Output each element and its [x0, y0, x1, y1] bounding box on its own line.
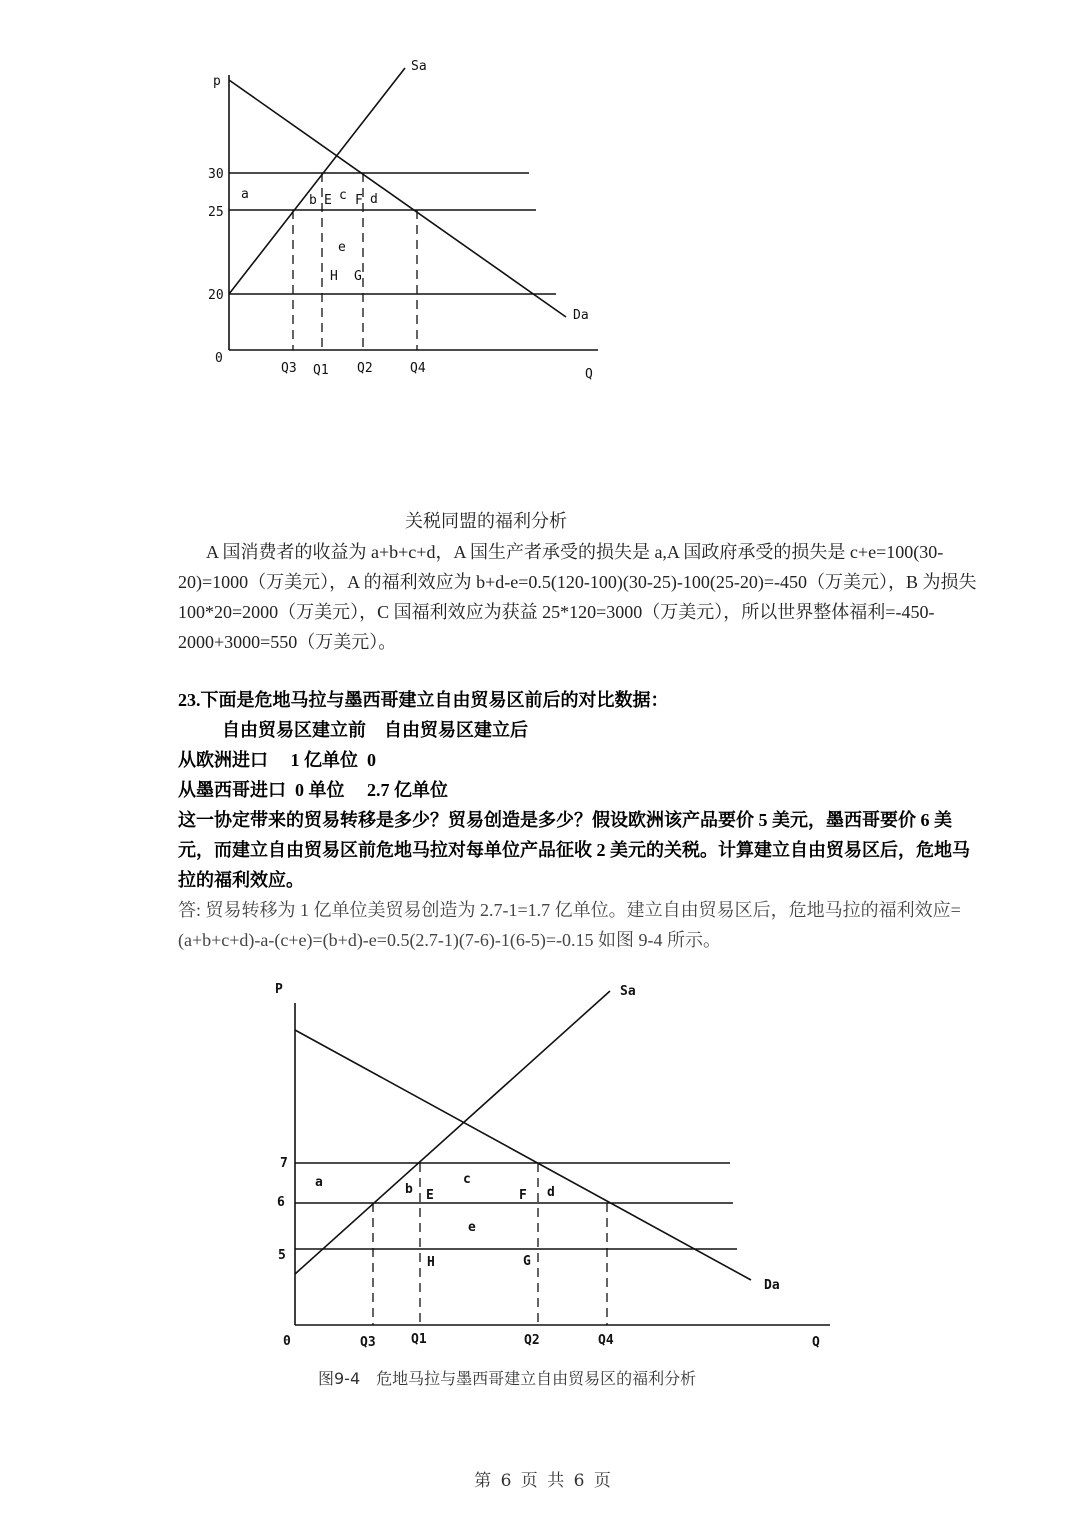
- tick-q2: Q2: [524, 1333, 540, 1348]
- tick-25: 25: [208, 205, 224, 220]
- tick-20: 20: [208, 288, 224, 303]
- paragraph-welfare: A 国消费者的收益为 a+b+c+d，A 国生产者承受的损失是 a,A 国政府承受的损失是 c+e=100(30-20)=1000（万美元），A 的福利效应为 b+d-e=0.5(120-100)(30-25)-100(25-20)=-450（万美元），B 为损失 100*20=2000（万美元），C 国福利效应为获益 25*120=3000（万美元），所以世界整体福利=-450-2000+3000=550（万美元）。: [178, 542, 977, 652]
- question23-answer: 答: 贸易转移为 1 亿单位美贸易创造为 2.7-1=1.7 亿单位。建立自由贸易区后，危地马拉的福利效应=(a+b+c+d)-a-(c+e)=(b+d)-e=0.5(2.7-1)(7-6)-1(6-5)=-0.15 如图 9-4 所示。: [178, 900, 961, 950]
- tick-q2: Q2: [357, 361, 373, 376]
- fta-welfare-diagram: [0, 970, 1087, 1370]
- demand-curve: [229, 80, 566, 317]
- supply-curve: [295, 991, 610, 1274]
- demand-label: Da: [764, 1278, 780, 1293]
- point-H: H: [330, 269, 338, 284]
- area-e: e: [338, 240, 346, 255]
- tick-q3: Q3: [360, 1335, 376, 1350]
- tariff-union-diagram: [0, 0, 1087, 400]
- question23-title: 23.下面是危地马拉与墨西哥建立自由贸易区前后的对比数据：: [178, 690, 669, 710]
- area-b: b: [309, 193, 317, 208]
- tick-q4: Q4: [598, 1333, 614, 1348]
- tick-7: 7: [280, 1156, 288, 1171]
- supply-curve: [229, 68, 405, 294]
- point-E: E: [324, 193, 332, 208]
- demand-curve: [295, 1030, 751, 1280]
- area-c: c: [463, 1172, 471, 1187]
- tick-q3: Q3: [281, 361, 297, 376]
- figure2-title: 图9-4 危地马拉与墨西哥建立自由贸易区的福利分析: [318, 1369, 697, 1388]
- tick-q4: Q4: [410, 361, 426, 376]
- supply-label: Sa: [620, 984, 636, 999]
- supply-label: Sa: [411, 59, 427, 74]
- page-footer: 第 6 页 共 6 页: [474, 1471, 613, 1491]
- area-c: c: [339, 188, 347, 203]
- question23-table-header: 自由贸易区建立前 自由贸易区建立后: [222, 720, 528, 740]
- area-a: a: [241, 187, 249, 202]
- question23-row-mexico: 从墨西哥进口 0 单位 2.7 亿单位: [178, 780, 448, 800]
- tick-5: 5: [278, 1248, 286, 1263]
- tick-q1: Q1: [313, 363, 329, 378]
- question23-row-europe: 从欧洲进口 1 亿单位 0: [178, 750, 376, 770]
- axis-label-p: P: [275, 982, 283, 997]
- question23-question: 这一协定带来的贸易转移是多少？贸易创造是多少？假设欧洲该产品要价 5 美元，墨西哥要价 6 美元，而建立自由贸易区前危地马拉对每单位产品征收 2 美元的关税。计算建立自由贸易区后，危地马拉的福利效应。: [178, 810, 970, 890]
- tick-q1: Q1: [411, 1332, 427, 1347]
- area-d: d: [547, 1185, 555, 1200]
- tick-30: 30: [208, 167, 224, 182]
- point-E: E: [426, 1188, 434, 1203]
- tick-6: 6: [277, 1195, 285, 1210]
- origin-label: 0: [215, 351, 223, 366]
- area-a: a: [315, 1175, 323, 1190]
- point-G: G: [523, 1254, 531, 1269]
- area-e: e: [468, 1220, 476, 1235]
- axis-label-q: Q: [585, 367, 593, 382]
- point-G: G: [354, 269, 362, 284]
- axis-label-p: p: [213, 74, 221, 89]
- demand-label: Da: [573, 308, 589, 323]
- point-F: F: [355, 193, 363, 208]
- area-b: b: [405, 1182, 413, 1197]
- axis-label-q: Q: [812, 1335, 820, 1350]
- point-F: F: [519, 1188, 527, 1203]
- origin-label: 0: [283, 1334, 291, 1349]
- figure1-caption: 关税同盟的福利分析: [405, 511, 567, 532]
- point-H: H: [427, 1255, 435, 1270]
- area-d: d: [370, 192, 378, 207]
